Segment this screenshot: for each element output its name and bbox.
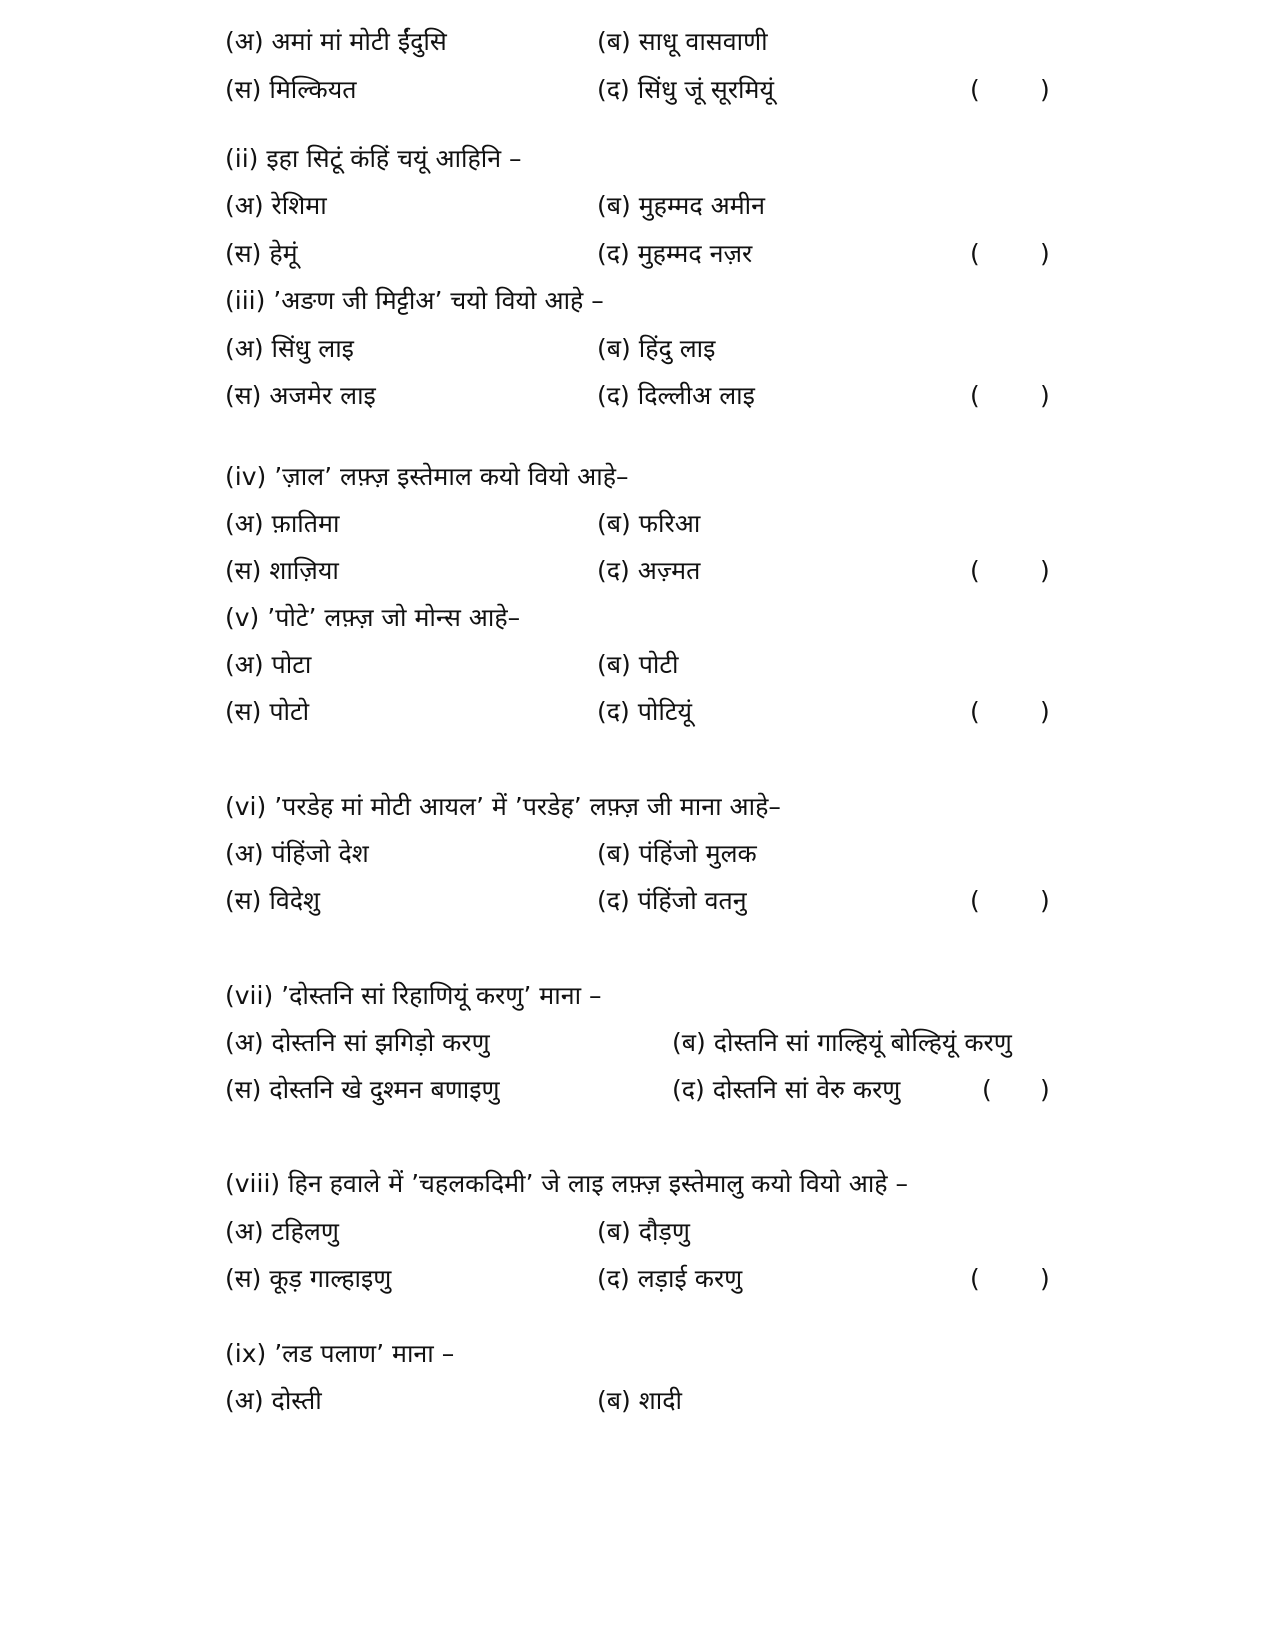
option-a: (अ) दोस्तनि सां झगिड़ो करणु — [225, 1028, 490, 1057]
option-a: (अ) पोटा — [225, 650, 312, 679]
option-a: (अ) रेशिमा — [225, 191, 327, 220]
option-c: (स) पोटो — [225, 697, 310, 726]
option-a: (अ) दोस्ती — [225, 1386, 322, 1415]
answer-blank-close: ) — [1040, 239, 1050, 268]
option-d: (द) दोस्तनि सां वेरु करणु — [672, 1075, 901, 1104]
option-b: (ब) साधू वासवाणी — [597, 27, 768, 56]
option-d: (द) पोटियूं — [597, 697, 692, 726]
option-d: (द) पंहिंजो वतनु — [597, 886, 747, 915]
answer-blank-open: ( — [970, 75, 980, 104]
option-b: (ब) मुहम्मद अमीन — [597, 191, 766, 220]
option-c: (स) मिल्कियत — [225, 75, 357, 104]
answer-blank-open: ( — [970, 381, 980, 410]
answer-blank-close: ) — [1040, 556, 1050, 585]
answer-blank-open: ( — [970, 239, 980, 268]
option-b: (ब) फरिआ — [597, 509, 701, 538]
option-a: (अ) टहिलणु — [225, 1217, 339, 1246]
option-b: (ब) दौड़णु — [597, 1217, 690, 1246]
option-a: (अ) फ़ातिमा — [225, 509, 340, 538]
answer-blank-open: ( — [970, 1264, 980, 1293]
option-b: (ब) शादी — [597, 1386, 682, 1415]
option-b: (ब) पंहिंजो मुलक — [597, 839, 757, 868]
answer-blank-close: ) — [1040, 381, 1050, 410]
option-d: (द) सिंधु जूं सूरमियूं — [597, 75, 774, 104]
option-d: (द) लड़ाई करणु — [597, 1264, 743, 1293]
question-text: (vi) ’परडेह मां मोटी आयल’ में ’परडेह’ लफ़्ज़ जी माना आहे– — [225, 792, 781, 821]
question-text: (v) ’पोटे’ लफ़्ज़ जो मोन्स आहे– — [225, 603, 521, 632]
option-c: (स) अजमेर लाइ — [225, 381, 376, 410]
option-b: (ब) हिंदु लाइ — [597, 334, 716, 363]
option-a: (अ) पंहिंजो देश — [225, 839, 369, 868]
answer-blank-close: ) — [1040, 697, 1050, 726]
answer-blank-open: ( — [970, 886, 980, 915]
question-text: (vii) ’दोस्तनि सां रिहाणियूं करणु’ माना – — [225, 981, 602, 1010]
option-c: (स) दोस्तनि खे दुश्मन बणाइणु — [225, 1075, 500, 1104]
option-c: (स) कूड़ गाल्हाइणु — [225, 1264, 392, 1293]
question-text: (iii) ’अङण जी मिट्टीअ’ चयो वियो आहे – — [225, 286, 604, 315]
option-b: (ब) दोस्तनि सां गाल्हियूं बोल्हियूं करणु — [672, 1028, 1012, 1057]
option-c: (स) विदेशु — [225, 886, 321, 915]
option-c: (स) हेमूं — [225, 239, 298, 268]
option-d: (द) दिल्लीअ लाइ — [597, 381, 755, 410]
option-a: (अ) सिंधु लाइ — [225, 334, 354, 363]
answer-blank-close: ) — [1040, 886, 1050, 915]
question-text: (ix) ’लड पलाण’ माना – — [225, 1339, 455, 1368]
answer-blank-close: ) — [1040, 75, 1050, 104]
option-b: (ब) पोटी — [597, 650, 679, 679]
option-c: (स) शाज़िया — [225, 556, 339, 585]
answer-blank-close: ) — [1040, 1075, 1050, 1104]
answer-blank-open: ( — [970, 556, 980, 585]
question-text: (iv) ’ज़ाल’ लफ़्ज़ इस्तेमाल कयो वियो आहे– — [225, 462, 629, 491]
answer-blank-close: ) — [1040, 1264, 1050, 1293]
question-text: (ii) इहा सिटूं कंहिं चयूं आहिनि – — [225, 144, 522, 173]
option-a: (अ) अमां मां मोटी ईंदुसि — [225, 27, 447, 56]
question-text: (viii) हिन हवाले में ’चहलकदिमी’ जे लाइ लफ़्ज़ इस्तेमालु कयो वियो आहे – — [225, 1169, 908, 1198]
option-d: (द) अज़्मत — [597, 556, 701, 585]
option-d: (द) मुहम्मद नज़र — [597, 239, 753, 268]
answer-blank-open: ( — [970, 697, 980, 726]
answer-blank-open: ( — [982, 1075, 992, 1104]
